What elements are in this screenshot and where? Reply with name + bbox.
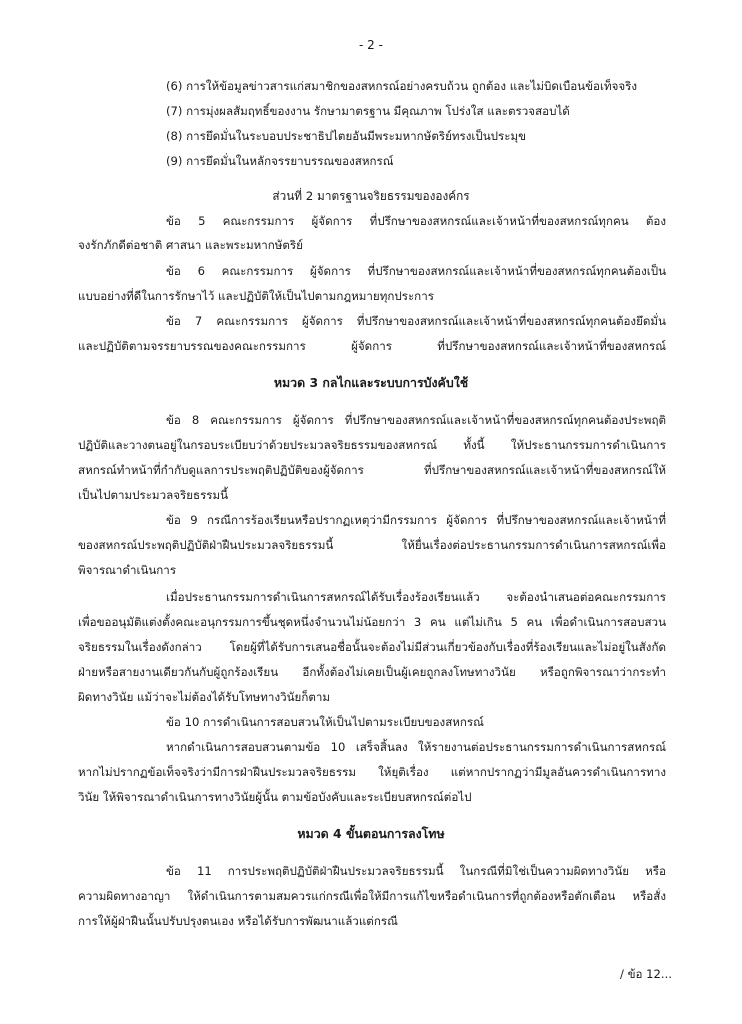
clause-11-line: การให้ผู้ฝ่าฝืนนั้นปรับปรุงตนเอง หรือได้รับการพัฒนาแล้วแต่กรณี — [78, 914, 398, 928]
clause-9b-line: เพื่อขออนุมัติแต่งตั้งคณะอนุกรรมการขึ้นชุดหนึ่งจำนวนไม่น้อยกว่า 3 คน แต่ไม่เกิน 5 คน เพื่อดำเนินการสอบสวน — [78, 615, 666, 629]
clause-11-line: ข้อ 11 การประพฤติปฏิบัติฝ่าฝืนประมวลจริยธรรมนี้ ในกรณีที่มิใช่เป็นความผิดทางวินัย หรือ — [166, 864, 666, 878]
clause-8-line: สหกรณ์ทำหน้าที่กำกับดูแลการประพฤติปฏิบัติของผู้จัดการ ที่ปรึกษาของสหกรณ์และเจ้าหน้าที่ของสหกรณ์ให้ — [78, 463, 666, 477]
chapter-title: หมวด 3 กลไกและระบบการบังคับใช้ — [273, 375, 469, 390]
clause-8-line: เป็นไปตามประมวลจริยธรรมนี้ — [78, 488, 229, 502]
clause-10-line: ข้อ 10 การดำเนินการสอบสวนให้เป็นไปตามระเบียบของสหกรณ์ — [166, 715, 484, 729]
clause-9b-line: เมื่อประธานกรรมการดำเนินการสหกรณ์ได้รับเรื่องร้องเรียนแล้ว จะต้องนำเสนอต่อคณะกรรมการ — [166, 590, 666, 604]
clause-5-line: จงรักภักดีต่อชาติ ศาสนา และพระมหากษัตริย์ — [78, 238, 303, 252]
clause-8-line: ปฏิบัติและวางตนอยู่ในกรอบระเบียบว่าด้วยประมวลจริยธรรมของสหกรณ์ ทั้งนี้ ให้ประธานกรรมการดำเนินการ — [78, 438, 666, 452]
clause-6-line: แบบอย่างที่ดีในการรักษาไว้ และปฏิบัติให้เป็นไปตามกฎหมายทุกประการ — [78, 289, 434, 303]
clause-9b-line: จริยธรรมในเรื่องดังกล่าว โดยผู้ที่ได้รับการเสนอชื่อนั้นจะต้องไม่มีส่วนเกี่ยวข้องกับเรื่องที่ร้องเรียนและไม่อยู่ในสังกัด — [78, 640, 666, 654]
clause-9-line: ข้อ 9 กรณีการร้องเรียนหรือปรากฏเหตุว่ามีกรรมการ ผู้จัดการ ที่ปรึกษาของสหกรณ์และเจ้าหน้าที่ — [166, 513, 666, 527]
list-item: (7) การมุ่งผลสัมฤทธิ์ของงาน รักษามาตรฐาน มีคุณภาพ โปร่งใส และตรวจสอบได้ — [166, 104, 570, 118]
chapter-title: หมวด 4 ขั้นตอนการลงโทษ — [297, 826, 445, 841]
clause-7-line: ข้อ 7 คณะกรรมการ ผู้จัดการ ที่ปรึกษาของสหกรณ์และเจ้าหน้าที่ของสหกรณ์ทุกคนต้องยึดมั่น — [166, 314, 666, 328]
clause-10b-line: หากดำเนินการสอบสวนตามข้อ 10 เสร็จสิ้นลง ให้รายงานต่อประธานกรรมการดำเนินการสหกรณ์ — [166, 740, 666, 754]
clause-6-line: ข้อ 6 คณะกรรมการ ผู้จัดการ ที่ปรึกษาของสหกรณ์และเจ้าหน้าที่ของสหกรณ์ทุกคนต้องเป็น — [166, 264, 666, 278]
continuation-footer: / ข้อ 12... — [620, 967, 672, 981]
page-number: - 2 - — [359, 38, 383, 52]
clause-8-line: ข้อ 8 คณะกรรมการ ผู้จัดการ ที่ปรึกษาของสหกรณ์และเจ้าหน้าที่ของสหกรณ์ทุกคนต้องประพฤติ — [166, 413, 666, 427]
clause-9b-line: ผิดทางวินัย แม้ว่าจะไม่ต้องได้รับโทษทางวินัยก็ตาม — [78, 690, 331, 704]
list-item: (8) การยึดมั่นในระบอบประชาธิปไตยอันมีพระมหากษัตริย์ทรงเป็นประมุข — [166, 129, 527, 143]
clause-10b-line: วินัย ให้พิจารณาดำเนินการทางวินัยผู้นั้น ตามข้อบังคับและระเบียบสหกรณ์ต่อไป — [78, 790, 472, 804]
clause-9-line: ของสหกรณ์ประพฤติปฏิบัติฝ่าฝืนประมวลจริยธรรมนี้ ให้ยื่นเรื่องต่อประธานกรรมการดำเนินการสหกรณ์เพื่อ — [78, 538, 666, 552]
section-title: ส่วนที่ 2 มาตรฐานจริยธรรมขององค์กร — [272, 189, 470, 203]
clause-11-line: ความผิดทางอาญา ให้ดำเนินการตามสมควรแก่กรณีเพื่อให้มีการแก้ไขหรือดำเนินการที่ถูกต้องหรือตักเตือน หรือสั่ง — [78, 889, 666, 903]
clause-7-line: และปฏิบัติตามจรรยาบรรณของคณะกรรมการ ผู้จัดการ ที่ปรึกษาของสหกรณ์และเจ้าหน้าที่ของสหกรณ์ — [78, 339, 666, 353]
clause-10b-line: หากไม่ปรากฏข้อเท็จจริงว่ามีการฝ่าฝืนประมวลจริยธรรม ให้ยุติเรื่อง แต่หากปรากฏว่ามีมูลอันควรดำเนินการทาง — [78, 765, 666, 779]
list-item: (9) การยึดมั่นในหลักจรรยาบรรณของสหกรณ์ — [166, 154, 394, 168]
clause-9b-line: ฝ่ายหรือสายงานเดียวกันกับผู้ถูกร้องเรียน อีกทั้งต้องไม่เคยเป็นผู้เคยถูกลงโทษทางวินัย หรือถูกพิจารณาว่ากระทำ — [78, 665, 666, 679]
list-item: (6) การให้ข้อมูลข่าวสารแก่สมาชิกของสหกรณ์อย่างครบถ้วน ถูกต้อง และไม่บิดเบือนข้อเท็จจริง — [166, 79, 638, 93]
clause-9-line: พิจารณาดำเนินการ — [78, 563, 177, 577]
clause-5-line: ข้อ 5 คณะกรรมการ ผู้จัดการ ที่ปรึกษาของสหกรณ์และเจ้าหน้าที่ของสหกรณ์ทุกคน ต้อง — [166, 214, 666, 228]
